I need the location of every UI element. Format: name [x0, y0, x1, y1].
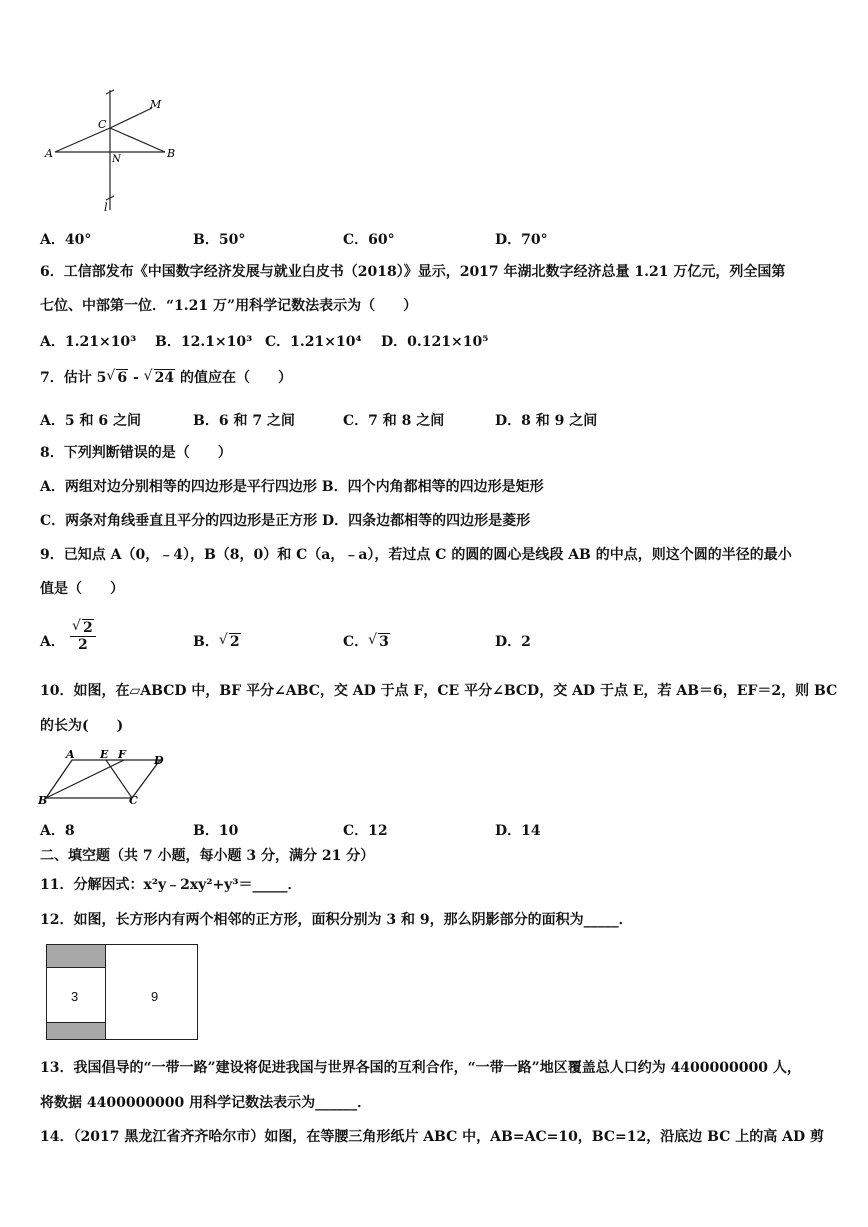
q10-line2: 的长为( )	[40, 718, 124, 734]
q13-line1: 13．我国倡导的“一带一路”建设将促进我国与世界各国的互利合作，“一带一路”地区覆盖总人口约为 4400000000 人，	[40, 1060, 801, 1076]
label-N: N	[112, 154, 121, 165]
q7-minus: -	[128, 370, 144, 386]
q6-option-a: A．1.21×10³	[40, 334, 137, 350]
small-square-label: 3	[71, 989, 79, 1004]
q8-options-cd: C．两条对角线垂直且平分的四边形是正方形 D．四条边都相等的四边形是菱形	[40, 513, 531, 529]
q7-radical-1: √ 6	[106, 368, 128, 388]
q9-line1: 9．已知点 A（0，﹣4），B（8，0）和 C（a，﹣a），若过点 C 的圆的圆心是线段 AB 的中点，则这个圆的半径的最小	[40, 547, 792, 563]
q9-option-d: D．2	[495, 634, 531, 650]
q7-option-a: A．5 和 6 之间	[40, 413, 141, 429]
q10-option-b: B．10	[193, 823, 239, 839]
q14-text: 14．（2017 黑龙江省齐齐哈尔市）如图，在等腰三角形纸片 ABC 中，AB=AC=10，BC=12，沿底边 BC 上的高 AD 剪	[40, 1129, 824, 1145]
q6-option-c: C．1.21×10⁴	[265, 334, 362, 350]
q13-line2: 将数据 4400000000 用科学记数法表示为______．	[40, 1095, 372, 1111]
q8-stem: 8．下列判断错误的是（ ）	[40, 445, 232, 461]
q8-options-ab: A．两组对边分别相等的四边形是平行四边形 B．四个内角都相等的四边形是矩形	[40, 479, 544, 495]
divider	[105, 945, 106, 1039]
q9-option-b: B． √ 2	[193, 631, 241, 651]
q10-figure	[38, 746, 173, 808]
label-D: D	[154, 754, 164, 767]
q6-line1: 6．工信部发布《中国数字经济发展与就业白皮书（2018）》显示，2017 年湖北数字经济总量 1.21 万亿元，列全国第	[40, 264, 786, 280]
q5-option-b: B．50°	[193, 232, 246, 248]
q7-suffix: 的值应在（ ）	[175, 370, 293, 386]
shaded-bottom	[47, 1022, 105, 1039]
large-square-label: 9	[151, 989, 159, 1004]
label-B: B	[167, 147, 176, 160]
q9-option-c: C． √ 3	[343, 631, 390, 651]
q9-option-a-label: A．	[40, 634, 65, 650]
q5-option-c: C．60°	[343, 232, 395, 248]
label-l: l	[104, 201, 108, 214]
q7-stem	[40, 368, 292, 388]
q6-option-d: D．0.121×10⁵	[381, 334, 489, 350]
q9-option-a-fraction: √ 2 2	[70, 620, 96, 653]
q6-option-b: B．12.1×10³	[155, 334, 253, 350]
q11-text: 11．分解因式：x²y﹣2xy²+y³＝_____．	[40, 877, 302, 893]
label-M: M	[150, 98, 162, 111]
label-C: C	[129, 794, 138, 807]
label-A: A	[45, 147, 53, 160]
q7-option-d: D．8 和 9 之间	[495, 413, 598, 429]
label-B: B	[38, 794, 48, 807]
shaded-top	[47, 945, 105, 968]
q7-option-c: C．7 和 8 之间	[343, 413, 445, 429]
q9-fraction-denominator: 2	[78, 637, 88, 653]
q6-line2: 七位、中部第一位．“1.21 万”用科学记数法表示为（ ）	[40, 298, 418, 314]
q9-line2: 值是（ ）	[40, 581, 124, 597]
label-C: C	[98, 118, 107, 131]
q5-option-a: A．40°	[40, 232, 92, 248]
q7-prefix: 7．估计 5	[40, 370, 107, 386]
label-A: A	[66, 748, 75, 761]
label-E: E	[100, 748, 109, 761]
q10-line1: 10．如图，在▱ABCD 中，BF 平分∠ABC，交 AD 于点 F，CE 平分∠BCD，交 AD 于点 E，若 AB＝6，EF＝2，则 BC	[40, 683, 838, 699]
q12-figure	[46, 944, 198, 1040]
q5-option-d: D．70°	[495, 232, 548, 248]
q12-text: 12．如图，长方形内有两个相邻的正方形，面积分别为 3 和 9，那么阴影部分的面积为_____．	[40, 912, 633, 928]
q10-option-d: D．14	[495, 823, 541, 839]
q7-option-b: B．6 和 7 之间	[193, 413, 295, 429]
q10-option-a: A．8	[40, 823, 75, 839]
label-F: F	[118, 748, 126, 761]
q7-radical-2: √ 24	[144, 368, 175, 388]
q10-option-c: C．12	[343, 823, 388, 839]
q5-figure	[40, 86, 190, 216]
section-fill-in-heading: 二、填空题（共 7 小题，每小题 3 分，满分 21 分）	[40, 848, 375, 864]
